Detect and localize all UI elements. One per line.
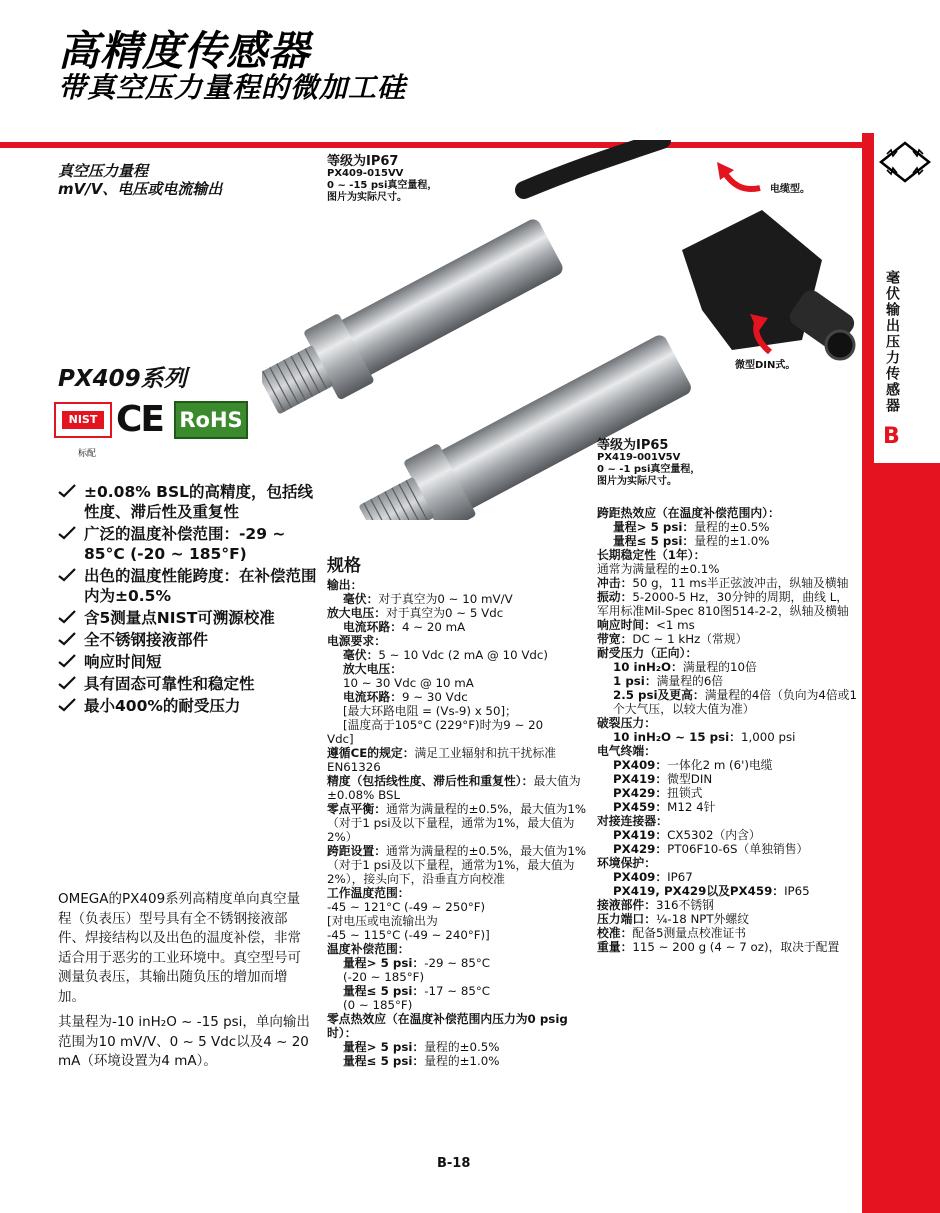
- sidebar-section-label: 毫伏输出压力传感器: [884, 270, 900, 414]
- spec-line: 对接连接器：: [597, 814, 668, 828]
- spec-line: 耐受压力（正向）：: [597, 646, 698, 660]
- checkmark-icon: [58, 632, 76, 646]
- nist-badge: [54, 402, 112, 438]
- spec-line: 放大电压：: [343, 662, 402, 676]
- spec-line: [对电压或电流输出为: [327, 914, 438, 928]
- caption-ip65-line-1: 0 ~ -1 psi真空量程，: [597, 464, 701, 475]
- spec-line: PX409：一体化2 m (6')电缆: [613, 758, 773, 772]
- feature-text: 全不锈钢接液部件: [84, 631, 209, 649]
- spec-line: 量程> 5 psi：量程的±0.5%: [343, 1040, 500, 1054]
- spec-line: [最大环路电阻 = (Vs-9) x 50]；: [343, 704, 517, 718]
- spec-line: 毫伏：对于真空为0 ~ 10 mV/V: [343, 592, 513, 606]
- product-description: [58, 890, 310, 1078]
- spec-line: -45 ~ 121°C (-49 ~ 250°F): [327, 900, 486, 914]
- caption-ip67-model: PX409-015VV: [327, 168, 404, 179]
- spec-line: 毫伏：5 ~ 10 Vdc (2 mA @ 10 Vdc): [343, 648, 548, 662]
- spec-line: 振动：5-2000-5 Hz，30分钟的周期，曲线 L，军用标准Mil-Spec 810图514-2-2，纵轴及横轴: [597, 590, 849, 618]
- caption-ip65-heading: 等级为IP65: [597, 438, 669, 453]
- spec-line: 零点热效应（在温度补偿范围内压力为0 psig 时）：: [327, 1012, 568, 1040]
- feature-text: 最小400%的耐受压力: [84, 697, 241, 715]
- sidebar-section-letter: B: [883, 424, 900, 449]
- spec-line: 10 inH₂O：满量程的10倍: [613, 660, 757, 674]
- spec-line: (0 ~ 185°F): [343, 998, 413, 1012]
- spec-line: 电流环路：9 ~ 30 Vdc: [343, 690, 468, 704]
- spec-line: 工作温度范围：: [327, 886, 410, 900]
- spec-line: 跨距设置：通常为满量程的±0.5%，最大值为1%（对于1 psi及以下量程，通常为1%，最大值为2%），接头向下，沿垂直方向校准: [327, 844, 587, 886]
- spec-line: PX419, PX429以及PX459：IP65: [613, 884, 810, 898]
- spec-line: 量程≤ 5 psi：量程的±1.0%: [613, 534, 770, 548]
- bridge-circuit-icon: [877, 140, 933, 184]
- page-title: 高精度传感器: [58, 27, 310, 75]
- spec-line: 压力端口：¼-18 NPT外螺纹: [597, 912, 749, 926]
- caption-din-type: 微型DIN式。: [735, 360, 796, 371]
- spec-line: 冲击：50 g，11 ms半正弦波冲击，纵轴及横轴: [597, 576, 849, 590]
- spec-line: 校准：配备5测量点校准证书: [597, 926, 747, 940]
- feature-item: [58, 652, 318, 672]
- feature-item: [58, 482, 318, 522]
- spec-line: PX459：M12 4针: [613, 800, 716, 814]
- spec-line: 通常为满量程的±0.1%: [597, 562, 720, 576]
- description-paragraph-1: OMEGA的PX409系列高精度单向真空量程（负表压）型号具有全不锈钢接液部件、焊接结构以及出色的温度补偿，非常适合用于恶劣的工业环境中。真空型号可测量负表压，其输出随负压的增加而增加。: [58, 891, 301, 1005]
- specs-column-1-body: [327, 578, 589, 1068]
- caption-ip65-model: PX419-001V5V: [597, 452, 681, 463]
- spec-line: 响应时间：<1 ms: [597, 618, 695, 632]
- feature-text: 广泛的温度补偿范围：-29 ~ 85°C (-20 ~ 185°F): [84, 525, 286, 563]
- intro-line-2: mV/V、电压或电流输出: [58, 180, 223, 198]
- feature-list: [58, 482, 318, 718]
- feature-item: [58, 608, 318, 628]
- page-subtitle: 带真空压力量程的微加工硅: [58, 71, 407, 104]
- spec-line: Vdc]: [327, 732, 354, 746]
- spec-line: 接液部件：316不锈钢: [597, 898, 714, 912]
- spec-line: 长期稳定性（1年）：: [597, 548, 706, 562]
- description-paragraph-2: 其量程为-10 inH₂O ~ -15 psi，单向输出范围为10 mV/V、0 ~ 5 Vdc以及4 ~ 20 mA（环境设置为4 mA）。: [58, 1014, 310, 1069]
- feature-item: [58, 674, 318, 694]
- spec-line: 电气终端：: [597, 744, 656, 758]
- spec-line: 破裂压力：: [597, 716, 656, 730]
- badges-caption: 标配: [78, 449, 97, 459]
- spec-line: 电源要求：: [327, 634, 386, 648]
- feature-item: [58, 566, 318, 606]
- checkmark-icon: [58, 526, 76, 540]
- spec-line: [温度高于105°C (229°F)时为9 ~ 20: [343, 718, 544, 732]
- spec-line: 10 inH₂O ~ 15 psi：1,000 psi: [613, 730, 796, 744]
- spec-line: -45 ~ 115°C (-49 ~ 240°F)]: [327, 928, 490, 942]
- rohs-badge: RoHS: [174, 401, 248, 439]
- checkmark-icon: [58, 568, 76, 582]
- feature-text: 出色的温度性能跨度：在补偿范围内为±0.5%: [84, 567, 317, 605]
- spec-line: 环境保护：: [597, 856, 656, 870]
- spec-line: 精度（包括线性度、滞后性和重复性）：最大值为±0.08% BSL: [327, 774, 581, 802]
- feature-text: 具有固态可靠性和稳定性: [84, 675, 255, 693]
- intro-heading: [58, 162, 222, 198]
- spec-line: 2.5 psi及更高：满量程的4倍（负向为4倍或1个大气压，以较大值为准）: [613, 688, 857, 716]
- spec-line: 10 ~ 30 Vdc @ 10 mA: [343, 676, 474, 690]
- specs-column-2: [597, 506, 859, 954]
- feature-item: [58, 524, 318, 564]
- feature-text: ±0.08% BSL的高精度，包括线性度、滞后性及重复性: [84, 483, 314, 521]
- spec-line: PX409：IP67: [613, 870, 693, 884]
- spec-line: PX419：CX5302（内含）: [613, 828, 761, 842]
- feature-item: [58, 696, 318, 716]
- checkmark-icon: [58, 484, 76, 498]
- caption-ip67-line-2: 图片为实际尺寸。: [327, 192, 407, 203]
- caption-ip67: [327, 156, 437, 204]
- specs-column-2-body: [597, 506, 859, 954]
- intro-line-1: 真空压力量程: [58, 162, 149, 180]
- caption-ip65-line-2: 图片为实际尺寸。: [597, 476, 677, 487]
- spec-line: 带宽：DC ~ 1 kHz（常规）: [597, 632, 748, 646]
- spec-line: 量程≤ 5 psi：-17 ~ 85°C: [343, 984, 491, 998]
- spec-line: (-20 ~ 185°F): [343, 970, 425, 984]
- spec-line: 量程> 5 psi：量程的±0.5%: [613, 520, 770, 534]
- spec-line: 量程≤ 5 psi：量程的±1.0%: [343, 1054, 500, 1068]
- nist-label: NIST: [62, 411, 104, 429]
- feature-text: 响应时间短: [84, 653, 162, 671]
- spec-line: PX419：微型DIN: [613, 772, 713, 786]
- spec-line: 1 psi：满量程的6倍: [613, 674, 724, 688]
- checkmark-icon: [58, 676, 76, 690]
- specs-column-1: [327, 556, 589, 1068]
- caption-ip67-line-1: 0 ~ -15 psi真空量程，: [327, 180, 438, 191]
- checkmark-icon: [58, 610, 76, 624]
- caption-cable-type: 电缆型。: [770, 184, 810, 195]
- caption-ip67-heading: 等级为IP67: [327, 154, 399, 169]
- specs-title: 规格: [327, 556, 361, 576]
- spec-line: 温度补偿范围：: [327, 942, 410, 956]
- feature-item: [58, 630, 318, 650]
- spec-line: PX429：PT06F10-6S（单独销售）: [613, 842, 809, 856]
- checkmark-icon: [58, 654, 76, 668]
- spec-line: 电流环路：4 ~ 20 mA: [343, 620, 466, 634]
- feature-text: 含5测量点NIST可溯源校准: [84, 609, 275, 627]
- spec-line: PX429：扭锁式: [613, 786, 703, 800]
- spec-line: 量程> 5 psi：-29 ~ 85°C: [343, 956, 491, 970]
- spec-line: 遵循CE的规定：满足工业辐射和抗干扰标准EN61326: [327, 746, 557, 774]
- caption-ip65: [597, 440, 700, 488]
- spec-line: 跨距热效应（在温度补偿范围内）：: [597, 506, 780, 520]
- spec-line: 输出：: [327, 578, 363, 592]
- spec-line: 零点平衡：通常为满量程的±0.5%，最大值为1%（对于1 psi及以下量程，通常为1%，最大值为2%）: [327, 802, 587, 844]
- spec-line: 重量：115 ~ 200 g (4 ~ 7 oz)，取决于配置: [597, 940, 840, 954]
- checkmark-icon: [58, 698, 76, 712]
- ce-mark: CE: [116, 399, 164, 440]
- certification-badges: [54, 398, 250, 442]
- page-number: B-18: [437, 1156, 471, 1171]
- series-title: PX409系列: [58, 366, 187, 392]
- spec-line: 放大电压：对于真空为0 ~ 5 Vdc: [327, 606, 504, 620]
